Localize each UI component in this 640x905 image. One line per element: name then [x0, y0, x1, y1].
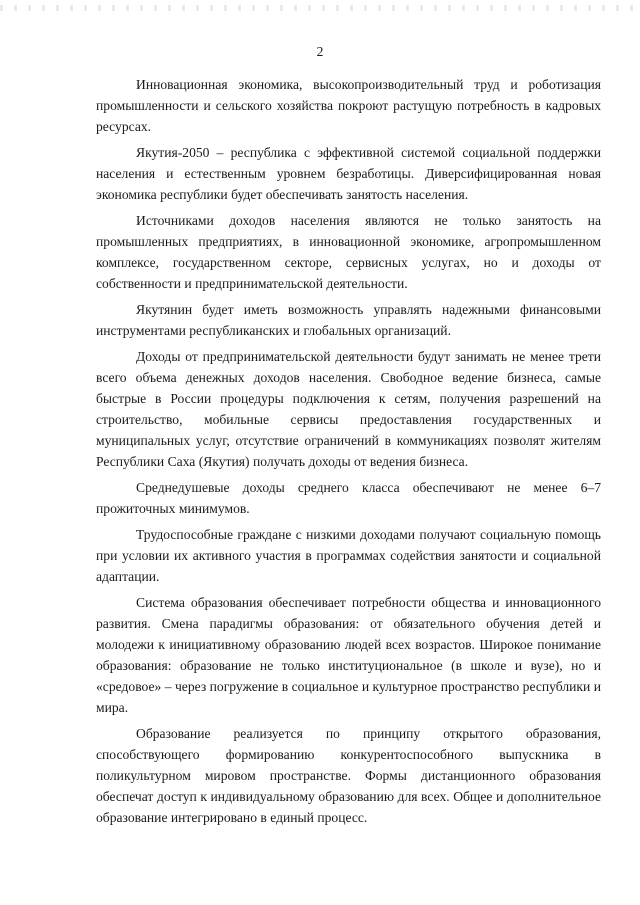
- paragraph-4: Якутянин будет иметь возможность управлять надежными финансовыми инструментами республиканских и глобальных организаций.: [96, 302, 601, 338]
- paragraph-3: Источниками доходов населения являются не только занятость на промышленных предприятиях, в инновационной экономике, агропромышленном комплексе, государственном секторе, сервисных услугах, но и доходы от собственности и предпринимательской деятельности.: [96, 213, 601, 291]
- scan-artifact-strip: [0, 5, 640, 11]
- paragraph-7: Трудоспособные граждане с низкими доходами получают социальную помощь при условии их активного участия в программах содействия занятости и социальной адаптации.: [96, 527, 601, 584]
- paragraph-2: Якутия-2050 – республика с эффективной системой социальной поддержки населения и естественным уровнем безработицы. Диверсифицированная новая экономика республики будет обеспечивать занятость населения.: [96, 145, 601, 202]
- paragraph-5: Доходы от предпринимательской деятельности будут занимать не менее трети всего объема денежных доходов населения. Свободное ведение бизнеса, самые быстрые в России процедуры подключения к сетям, получения разрешений на строительство, мобильные сервисы предоставления государственных и муниципальных услуг, отсутствие ограничений в коммуникациях позволят жителям Республики Саха (Якутия) получать доходы от ведения бизнеса.: [96, 349, 601, 469]
- paragraph-1: Инновационная экономика, высокопроизводительный труд и роботизация промышленности и сельского хозяйства покроют растущую потребность в кадровых ресурсах.: [96, 77, 601, 134]
- paragraph-8: Система образования обеспечивает потребности общества и инновационного развития. Смена парадигмы образования: от обязательного обучения детей и молодежи к инициативному образованию людей всех возрастов. Широкое понимание образования: образование не только институциональное (в школе и вузе), но и «средовое» – через погружение в социальное и культурное пространство республики и мира.: [96, 595, 601, 715]
- document-body: [96, 74, 601, 833]
- paragraph-9: Образование реализуется по принципу открытого образования, способствующего формированию конкурентоспособного выпускника в поликультурном мировом пространстве. Формы дистанционного образования обеспечат доступ к индивидуальному образованию для всех. Общее и дополнительное образование интегрировано в единый процесс.: [96, 726, 601, 825]
- page-number: 2: [316, 44, 324, 59]
- paragraph-6: Среднедушевые доходы среднего класса обеспечивают не менее 6–7 прожиточных минимумов.: [96, 480, 601, 516]
